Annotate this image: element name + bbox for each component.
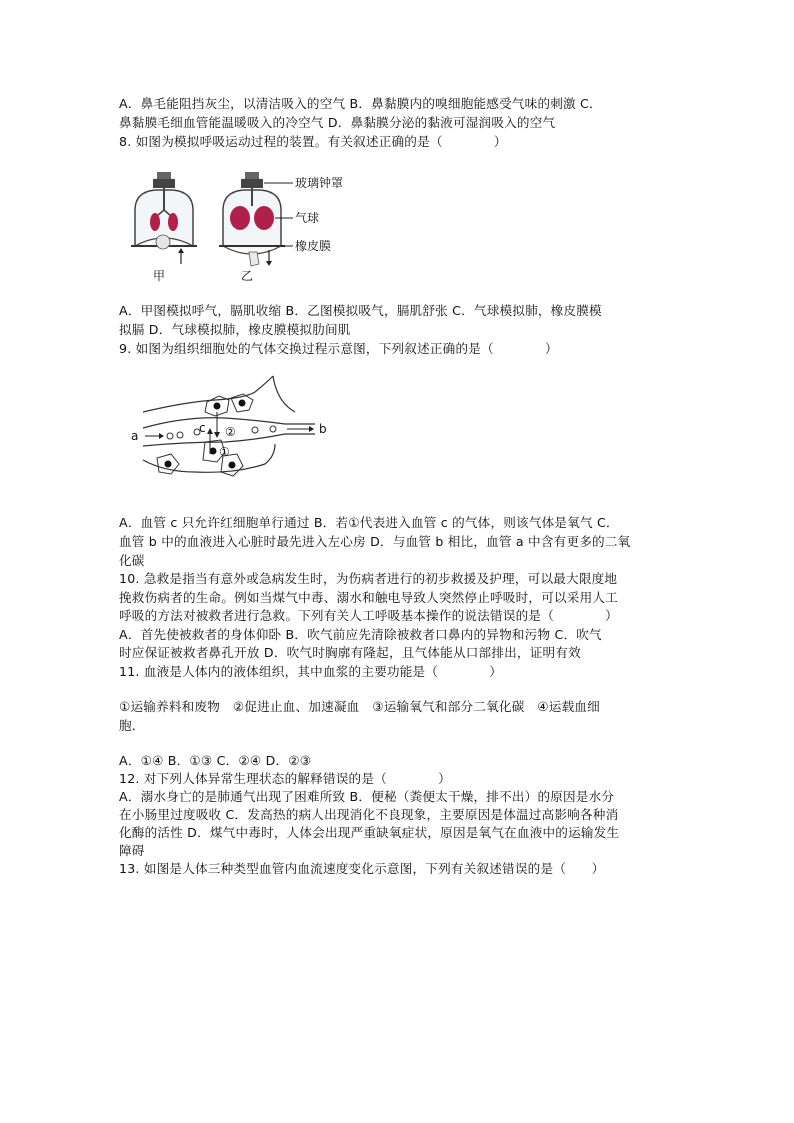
figure-gas-exchange	[125, 372, 365, 492]
jar-yi	[219, 172, 285, 283]
figure9-label-a: a	[131, 429, 139, 443]
q11-options: A．①④ B．①③ C．②④ D．②③	[119, 753, 312, 768]
figure9-label-c: c	[199, 421, 206, 435]
q9-options-line2: 血管 b 中的血液进入心脏时最先进入左心房 D．与血管 b 相比，血管 a 中含有更多的二氧	[119, 534, 631, 549]
q9-options-line3: 化碳	[119, 553, 145, 568]
q8-options-line2: 拟膈 D．气球模拟肺，橡皮膜模拟肋间肌	[119, 322, 351, 337]
figure9-label-b: b	[319, 422, 327, 436]
q11-statements-line2: 胞．	[119, 718, 145, 733]
q12-options-line2: 在小肠里过度吸收 C．发高热的病人出现消化不良现象，主要原因是体温过高影响各种消	[119, 807, 619, 822]
jar-jia	[131, 172, 197, 283]
q12-options-line4: 障碍	[119, 843, 145, 858]
q13-stem: 13. 如图是人体三种类型血管内血流速度变化示意图，下列有关叙述错误的是（ ）	[119, 861, 605, 876]
figure9-label-1: ①	[219, 445, 230, 459]
q8-stem: 8. 如图为模拟呼吸运动过程的装置。有关叙述正确的是（ ）	[119, 134, 507, 149]
q11-statements-line1: ①运输养料和废物 ②促进止血、加速凝血 ③运输氧气和部分二氧化碳 ④运载血细	[119, 699, 600, 714]
q10-stem-line3: 呼吸的方法对被救者进行急救。下列有关人工呼吸基本操作的说法错误的是（ ）	[119, 608, 618, 623]
q10-stem-line1: 10. 急救是指当有意外或急病发生时，为伤病者进行的初步救援及护理，可以最大限度地	[119, 571, 618, 586]
figure8-label-glass: 玻璃钟罩	[295, 176, 344, 190]
figure9-label-2: ②	[225, 425, 236, 439]
figure8-label-jia: 甲	[153, 269, 166, 283]
figure8-label-yi: 乙	[241, 269, 254, 283]
figure-breathing-model	[125, 170, 455, 290]
q12-stem: 12. 对下列人体异常生理状态的解释错误的是（ ）	[119, 771, 451, 786]
q7-options-line2: 鼻黏膜毛细血管能温暖吸入的冷空气 D．鼻黏膜分泌的黏液可湿润吸入的空气	[119, 115, 556, 130]
figure8-label-balloon: 气球	[295, 211, 320, 225]
q12-options-line1: A．溺水身亡的是肺通气出现了困难所致 B．便秘（粪便太干燥，排不出）的原因是水分	[119, 789, 615, 804]
q8-options-line1: A．甲图模拟呼气，膈肌收缩 B．乙图模拟吸气，膈肌舒张 C．气球模拟肺，橡皮膜模	[119, 303, 602, 318]
q9-stem: 9. 如图为组织细胞处的气体交换过程示意图，下列叙述正确的是（ ）	[119, 341, 558, 356]
q11-stem: 11. 血液是人体内的液体组织，其中血浆的主要功能是（ ）	[119, 664, 503, 679]
q12-options-line3: 化酶的活性 D．煤气中毒时，人体会出现严重缺氧症状，原因是氧气在血液中的运输发生	[119, 825, 620, 840]
q9-options-line1: A．血管 c 只允许红细胞单行通过 B．若①代表进入血管 c 的气体，则该气体是氧气 C．	[119, 515, 619, 530]
q10-options-line2: 时应保证被救者鼻孔开放 D．吹气时胸廓有隆起，且气体能从口部排出，证明有效	[119, 645, 581, 660]
q7-options-line1: A．鼻毛能阻挡灰尘，以清洁吸入的空气 B．鼻黏膜内的嗅细胞能感受气味的刺激 C．	[119, 96, 602, 111]
q10-stem-line2: 挽救伤病者的生命。例如当煤气中毒、溺水和触电导致人突然停止呼吸时，可以采用人工	[119, 590, 618, 605]
q10-options-line1: A．首先使被救者的身体仰卧 B．吹气前应先清除被救者口鼻内的异物和污物 C．吹气	[119, 627, 602, 642]
figure8-label-membrane: 橡皮膜	[295, 239, 332, 253]
